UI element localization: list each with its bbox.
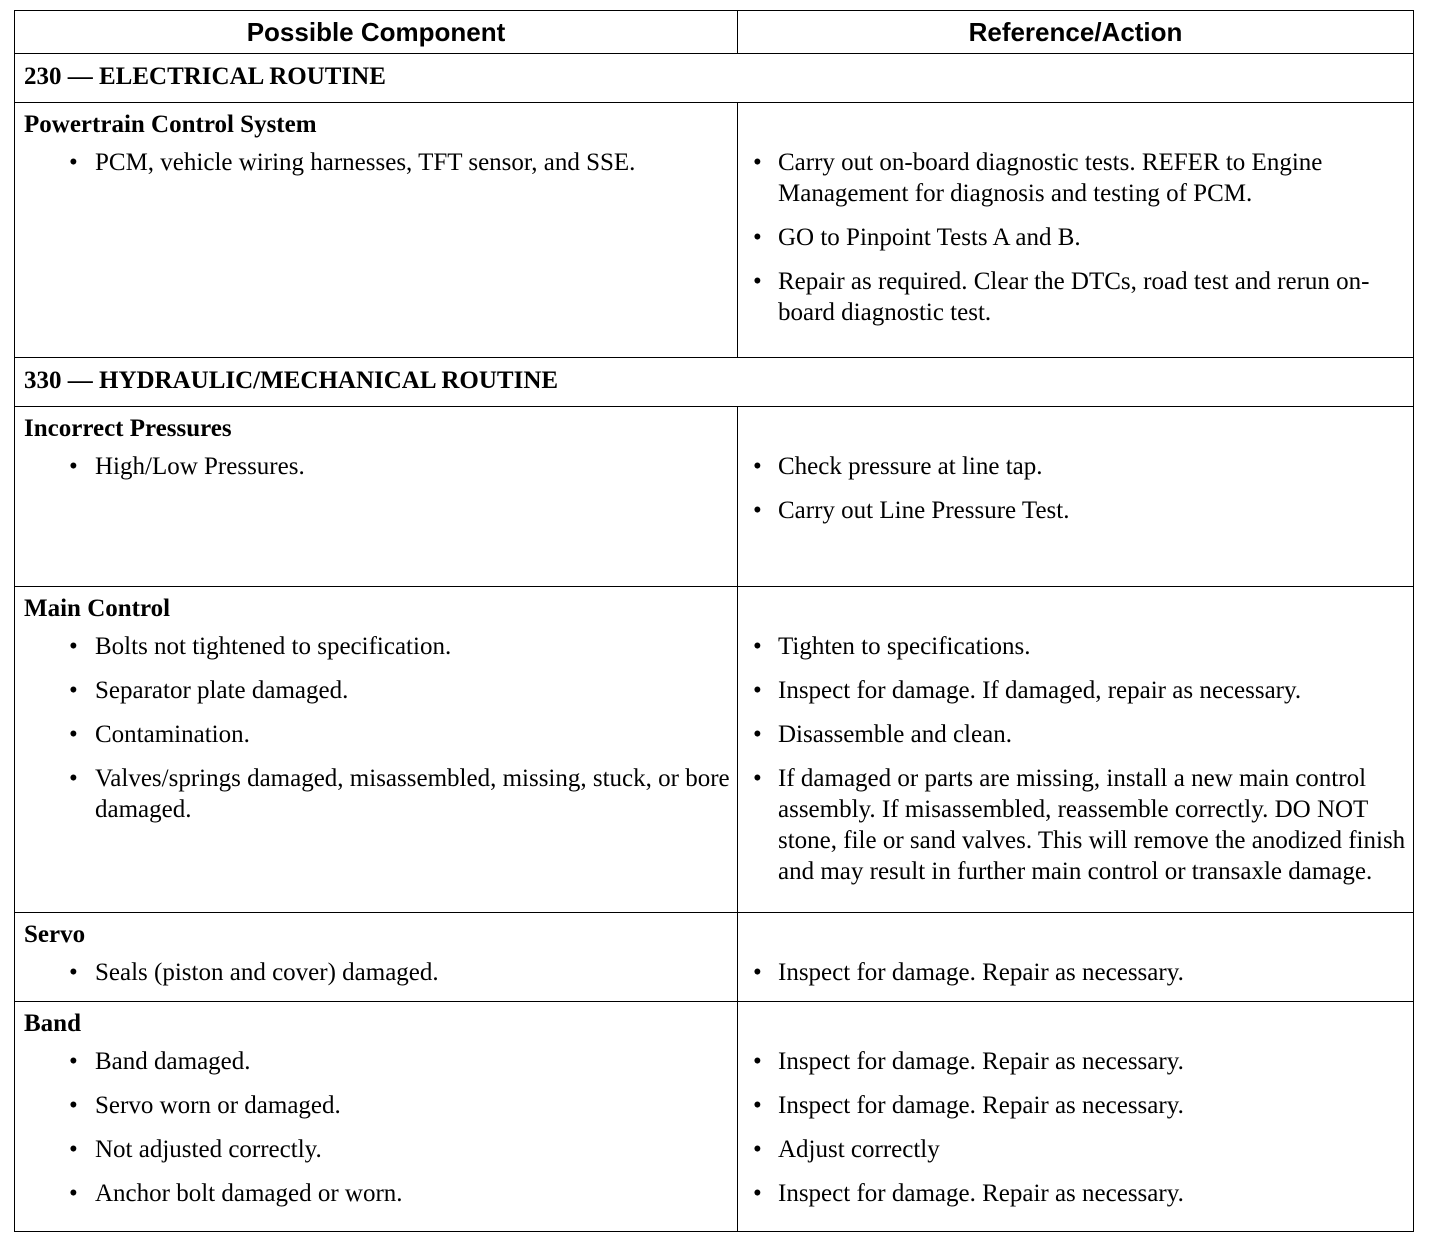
- section-row: [15, 54, 1414, 103]
- component-text: Seals (piston and cover) damaged.: [95, 959, 439, 987]
- action-text: Inspect for damage. Repair as necessary.: [778, 1092, 1184, 1120]
- bullet-icon: •: [69, 1048, 78, 1076]
- bullet-icon: •: [753, 149, 762, 176]
- bullet-icon: •: [753, 496, 762, 524]
- component-text: Separator plate damaged.: [95, 676, 349, 704]
- action-item: [738, 1178, 1413, 1209]
- action-text: Inspect for damage. Repair as necessary.: [778, 1048, 1184, 1076]
- component-text: PCM, vehicle wiring harnesses, TFT sensor, and SSE.: [95, 149, 636, 176]
- action-cell: [738, 406, 1414, 586]
- action-item: [738, 719, 1413, 750]
- list-gap: [15, 662, 737, 675]
- action-text: GO to Pinpoint Tests A and B.: [778, 224, 1081, 251]
- action-text: If damaged or parts are missing, install a new main control assembly. If misassembled, reassemble correctly. DO NOT stone, file or sand valves. This will remove the anodized finish and may result in further main control or transaxle damage.: [778, 764, 1406, 885]
- bullet-icon: •: [753, 1092, 762, 1120]
- bullet-icon: •: [69, 959, 78, 987]
- component-text: Not adjusted correctly.: [95, 1136, 322, 1164]
- action-text: Adjust correctly: [778, 1136, 940, 1164]
- group-title: Incorrect Pressures: [24, 414, 232, 442]
- action-item: [738, 763, 1413, 887]
- group-row: [15, 913, 1414, 1002]
- action-text: Disassemble and clean.: [778, 720, 1012, 748]
- group-title: Servo: [24, 921, 86, 949]
- header-row: [15, 11, 1414, 54]
- list-gap: [15, 1165, 737, 1178]
- action-spacer: [738, 407, 1413, 451]
- action-cell: [738, 913, 1414, 1002]
- action-item: [738, 1090, 1413, 1121]
- component-text: Band damaged.: [95, 1048, 251, 1076]
- component-item: [15, 957, 737, 988]
- bullet-icon: •: [753, 1136, 762, 1164]
- group-title: Powertrain Control System: [24, 111, 317, 138]
- bullet-icon: •: [753, 632, 762, 660]
- action-item: [738, 1134, 1413, 1165]
- action-item: [738, 957, 1413, 988]
- action-cell: [738, 586, 1414, 912]
- component-item: [15, 719, 737, 750]
- section-title: 230 — ELECTRICAL ROUTINE: [15, 54, 1414, 103]
- bullet-icon: •: [69, 1180, 78, 1208]
- action-item: [738, 147, 1413, 209]
- component-item: [15, 631, 737, 662]
- bullet-icon: •: [69, 149, 78, 176]
- bullet-icon: •: [69, 764, 78, 792]
- component-item: [15, 1046, 737, 1077]
- component-cell: [15, 103, 738, 358]
- header-possible-component: Possible Component: [15, 11, 738, 54]
- component-item: [15, 147, 737, 178]
- bullet-icon: •: [753, 764, 762, 792]
- component-cell: [15, 1002, 738, 1232]
- component-item: [15, 1090, 737, 1121]
- list-gap: [738, 253, 1413, 266]
- bullet-icon: •: [753, 1048, 762, 1076]
- action-text: Check pressure at line tap.: [778, 452, 1043, 480]
- list-gap: [738, 209, 1413, 222]
- bullet-icon: •: [753, 268, 762, 295]
- component-item: [15, 675, 737, 706]
- bullet-icon: •: [753, 959, 762, 987]
- action-spacer: [738, 913, 1413, 957]
- action-spacer: [738, 1002, 1413, 1046]
- component-text: Contamination.: [95, 720, 250, 748]
- action-text: Carry out Line Pressure Test.: [778, 496, 1070, 524]
- component-cell: [15, 586, 738, 912]
- bullet-icon: •: [753, 224, 762, 251]
- list-gap: [738, 750, 1413, 763]
- component-text: High/Low Pressures.: [95, 452, 305, 480]
- action-cell: [738, 1002, 1414, 1232]
- section-row: [15, 357, 1414, 406]
- component-cell: [15, 913, 738, 1002]
- action-item: [738, 495, 1413, 526]
- bullet-icon: •: [69, 452, 78, 480]
- list-gap: [15, 706, 737, 719]
- section-title: 330 — HYDRAULIC/MECHANICAL ROUTINE: [15, 357, 1414, 406]
- bullet-icon: •: [753, 720, 762, 748]
- component-item: [15, 1178, 737, 1209]
- action-text: Inspect for damage. Repair as necessary.: [778, 1180, 1184, 1208]
- bullet-icon: •: [69, 676, 78, 704]
- component-text: Servo worn or damaged.: [95, 1092, 341, 1120]
- action-text: Carry out on-board diagnostic tests. REFER to Engine Management for diagnosis and testing of PCM.: [778, 149, 1323, 207]
- group-title: Band: [24, 1010, 81, 1038]
- action-text: Tighten to specifications.: [778, 632, 1031, 660]
- component-cell: [15, 406, 738, 586]
- list-gap: [738, 706, 1413, 719]
- list-gap: [738, 1165, 1413, 1178]
- group-row: [15, 103, 1414, 358]
- list-gap: [738, 482, 1413, 495]
- action-text: Inspect for damage. Repair as necessary.: [778, 959, 1184, 987]
- bullet-icon: •: [69, 1136, 78, 1164]
- group-title: Main Control: [24, 594, 171, 622]
- component-text: Anchor bolt damaged or worn.: [95, 1180, 403, 1208]
- group-row: [15, 406, 1414, 586]
- bullet-icon: •: [753, 452, 762, 480]
- diagnosis-table: [14, 10, 1414, 1232]
- action-item: [738, 266, 1413, 328]
- bullet-icon: •: [753, 1180, 762, 1208]
- bullet-icon: •: [753, 676, 762, 704]
- action-spacer: [738, 103, 1413, 147]
- action-text: Repair as required. Clear the DTCs, road test and rerun on-board diagnostic test.: [778, 268, 1370, 326]
- list-gap: [15, 750, 737, 763]
- bullet-icon: •: [69, 720, 78, 748]
- action-item: [738, 1046, 1413, 1077]
- action-item: [738, 451, 1413, 482]
- action-cell: [738, 103, 1414, 358]
- action-spacer: [738, 587, 1413, 631]
- header-reference-action: Reference/Action: [738, 11, 1414, 54]
- list-gap: [738, 1077, 1413, 1090]
- component-item: [15, 1134, 737, 1165]
- list-gap: [15, 1077, 737, 1090]
- component-text: Valves/springs damaged, misassembled, missing, stuck, or bore damaged.: [95, 764, 730, 823]
- group-row: [15, 586, 1414, 912]
- component-item: [15, 451, 737, 482]
- action-item: [738, 631, 1413, 662]
- component-text: Bolts not tightened to specification.: [95, 632, 452, 660]
- list-gap: [738, 662, 1413, 675]
- action-text: Inspect for damage. If damaged, repair as necessary.: [778, 676, 1302, 704]
- action-item: [738, 222, 1413, 253]
- bullet-icon: •: [69, 1092, 78, 1120]
- list-gap: [738, 1121, 1413, 1134]
- list-gap: [15, 1121, 737, 1134]
- group-row: [15, 1002, 1414, 1232]
- action-item: [738, 675, 1413, 706]
- component-item: [15, 763, 737, 825]
- bullet-icon: •: [69, 632, 78, 660]
